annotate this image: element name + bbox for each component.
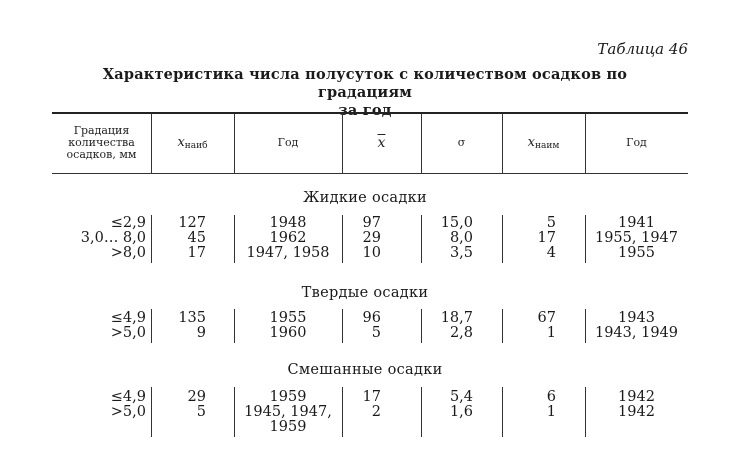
cell-year-1: 1947, 1958 — [246, 245, 330, 261]
cell-year-2: 1955 — [618, 245, 655, 261]
cell-x-max: 45 — [187, 230, 206, 246]
cell-x-min: 4 — [546, 245, 556, 261]
cell-x-min: 17 — [537, 230, 556, 246]
cell-x-min: 5 — [546, 215, 556, 231]
cell-sigma: 15,0 — [440, 215, 473, 231]
cell-year-1: 1948 — [269, 215, 307, 231]
cell-x-min: 1 — [546, 325, 556, 341]
cell-mean: 96 — [362, 310, 381, 326]
cell-gradation: >5,0 — [110, 325, 146, 341]
cell-mean: 29 — [362, 230, 381, 246]
header-year-label: Год — [277, 135, 299, 149]
cell-x-max: 9 — [196, 325, 206, 341]
cell-year-2: 1942 — [618, 389, 655, 405]
header-x-symbol: x — [177, 134, 185, 150]
cell-year-2: 1943 — [618, 310, 655, 326]
header-year-1 — [234, 112, 342, 173]
cell-sigma: 1,6 — [449, 404, 473, 420]
header-gradation — [52, 112, 151, 173]
cell-year-1: 1960 — [269, 325, 307, 341]
header-gradation-line: осадков, мм — [66, 147, 137, 161]
header-year-2 — [585, 112, 688, 173]
cell-x-max: 5 — [196, 404, 206, 420]
group-title-liquid: Жидкие осадки — [303, 190, 427, 206]
cell-gradation: >8,0 — [110, 245, 146, 261]
cell-year-1-continued: 1959 — [269, 419, 307, 435]
cell-x-max: 29 — [187, 389, 206, 405]
header-bottom-rule — [52, 173, 688, 174]
header-x-max — [151, 112, 234, 173]
cell-sigma: 5,4 — [449, 389, 473, 405]
caption-line-1: Характеристика числа полусуток с количеством осадков по градациям — [102, 66, 628, 101]
cell-year-1: 1955 — [269, 310, 307, 326]
cell-mean: 2 — [371, 404, 381, 420]
header-sigma — [421, 112, 502, 173]
cell-x-min: 67 — [537, 310, 556, 326]
cell-year-1: 1945, 1947, — [244, 404, 332, 420]
cell-year-2: 1955, 1947 — [594, 230, 679, 246]
header-x-subscript: наиб — [184, 140, 208, 151]
header-sigma-symbol: σ — [457, 135, 466, 149]
cell-x-max: 127 — [178, 215, 206, 231]
cell-gradation: ≤4,9 — [110, 389, 146, 405]
cell-x-max: 17 — [187, 245, 206, 261]
header-gradation-line: Градация — [73, 123, 130, 137]
cell-year-2: 1942 — [618, 404, 655, 420]
cell-x-min: 1 — [546, 404, 556, 420]
cell-x-max: 135 — [178, 310, 206, 326]
cell-mean: 97 — [362, 215, 381, 231]
group-title-mixed: Смешанные осадки — [287, 362, 443, 378]
cell-year-2: 1943, 1949 — [594, 325, 679, 341]
caption-line-2: за год — [338, 102, 392, 119]
cell-sigma: 8,0 — [449, 230, 473, 246]
cell-gradation: ≤2,9 — [110, 215, 146, 231]
cell-gradation: ≤4,9 — [110, 310, 146, 326]
cell-gradation: 3,0… 8,0 — [80, 230, 146, 246]
cell-x-min: 6 — [546, 389, 556, 405]
cell-sigma: 2,8 — [449, 325, 473, 341]
header-gradation-line: количества — [68, 135, 135, 149]
header-year-label: Год — [626, 135, 647, 149]
cell-sigma: 3,5 — [449, 245, 473, 261]
table-number-label: Таблица 46 — [597, 40, 688, 58]
cell-mean: 5 — [371, 325, 381, 341]
cell-year-2: 1941 — [618, 215, 655, 231]
cell-year-1: 1962 — [269, 230, 307, 246]
cell-year-1: 1959 — [269, 389, 307, 405]
header-x-symbol: x — [527, 134, 535, 150]
cell-mean: 17 — [362, 389, 381, 405]
header-x-mean — [342, 112, 421, 173]
header-x-min — [502, 112, 585, 173]
cell-mean: 10 — [362, 245, 381, 261]
header-x-mean-symbol: $\overline{x}$ — [377, 134, 386, 151]
cell-gradation: >5,0 — [110, 404, 146, 420]
header-x-subscript: наим — [534, 140, 560, 151]
cell-sigma: 18,7 — [440, 310, 473, 326]
group-title-solid: Твердые осадки — [301, 285, 429, 301]
